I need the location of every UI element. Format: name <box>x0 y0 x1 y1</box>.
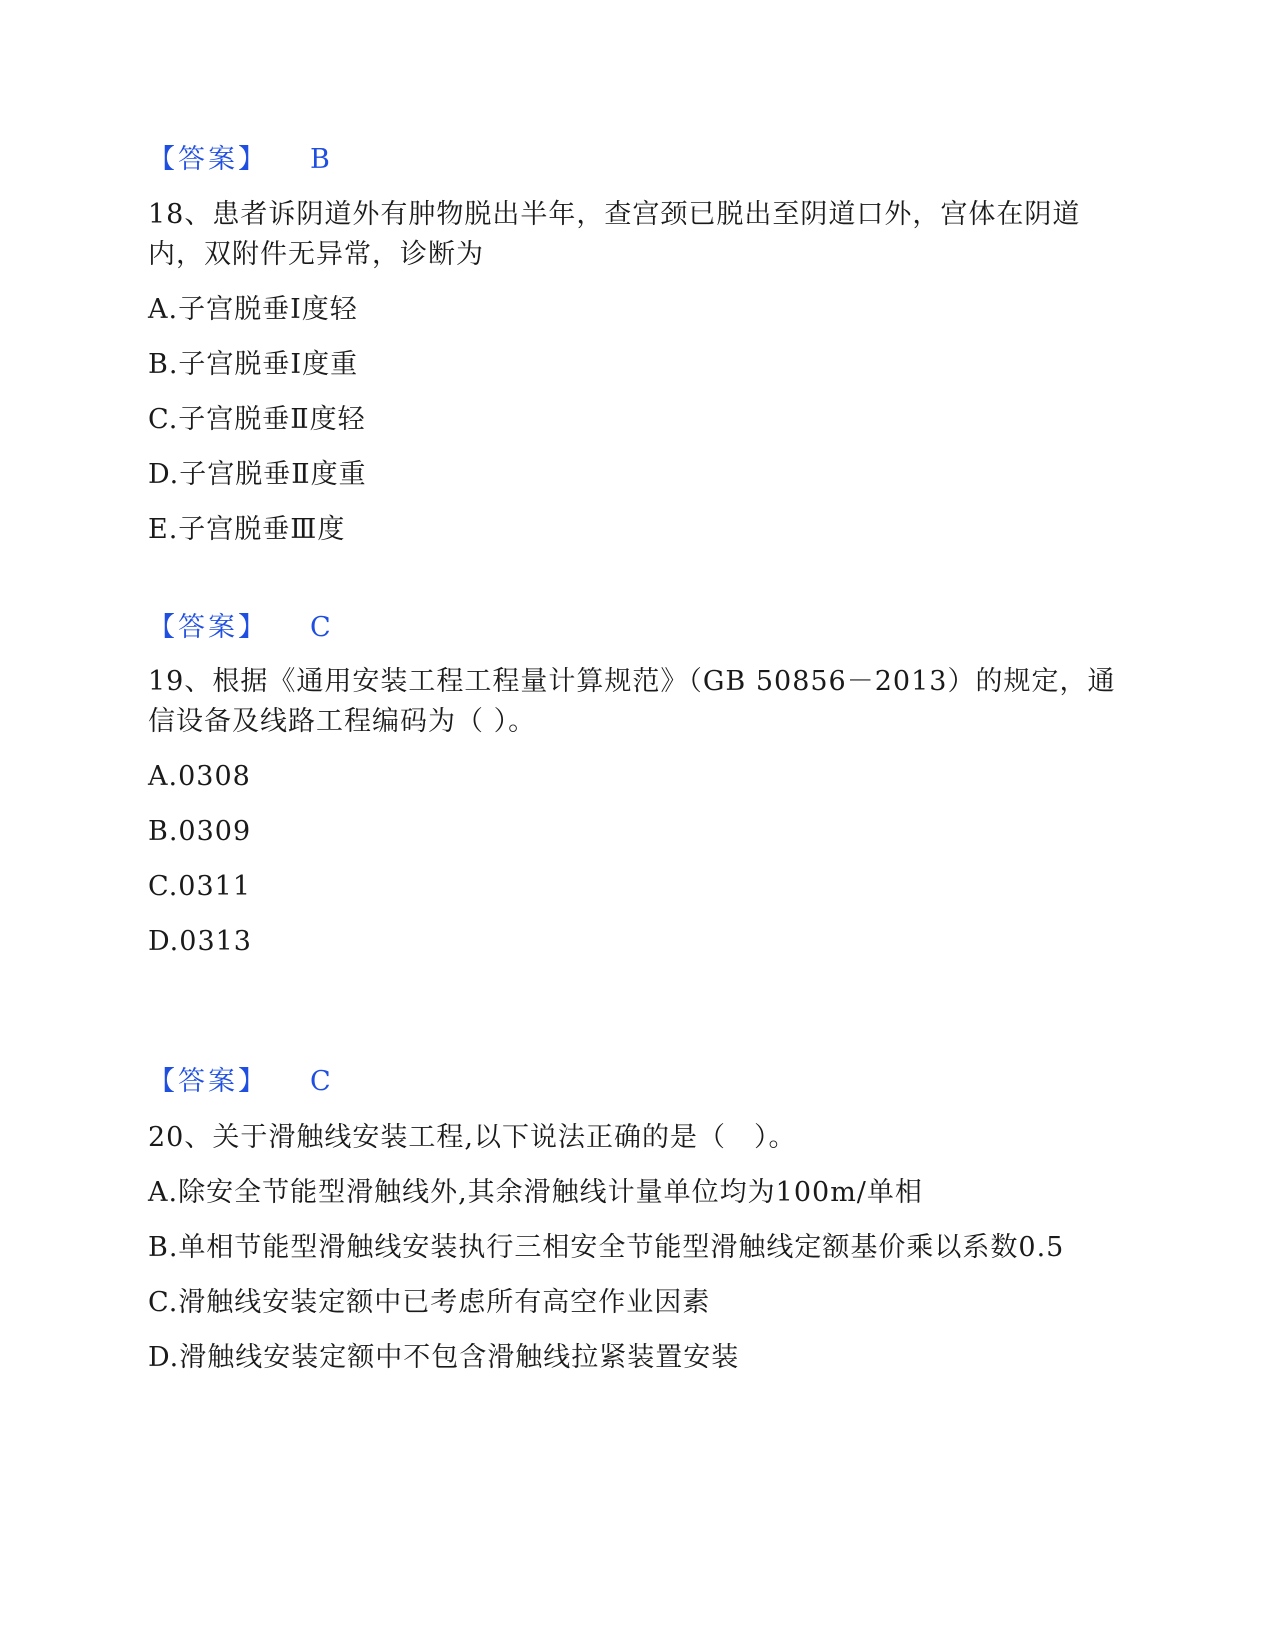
option-20-d: D.滑触线安装定额中不包含滑触线拉紧装置安装 <box>148 1342 740 1373</box>
answer-row <box>148 140 331 180</box>
option-19-a: A.0308 <box>148 761 251 792</box>
answer-label: 【答案】 <box>148 612 268 643</box>
option-19-b: B.0309 <box>148 816 252 847</box>
answer-row <box>148 1062 332 1102</box>
option-20-c: C.滑触线安装定额中已考虑所有高空作业因素 <box>148 1287 711 1318</box>
option-18-e: E.子宫脱垂Ⅲ度 <box>148 514 346 545</box>
option-18-c: C.子宫脱垂Ⅱ度轻 <box>148 404 366 435</box>
question-18-line-1: 18、患者诉阴道外有肿物脱出半年，查宫颈已脱出至阴道口外，宫体在阴道 <box>148 199 1081 230</box>
answer-value: C <box>310 612 332 643</box>
question-18-line-2: 内，双附件无异常，诊断为 <box>148 239 484 270</box>
answer-row <box>148 608 332 648</box>
option-20-b: B.单相节能型滑触线安装执行三相安全节能型滑触线定额基价乘以系数0.5 <box>148 1232 1065 1263</box>
answer-label: 【答案】 <box>148 144 268 175</box>
option-18-d: D.子宫脱垂Ⅱ度重 <box>148 459 367 490</box>
question-19-line-1: 19、根据《通用安装工程工程量计算规范》（GB 50856－2013）的规定，通 <box>148 666 1116 697</box>
option-18-b: B.子宫脱垂Ⅰ度重 <box>148 349 359 380</box>
option-20-a: A.除安全节能型滑触线外,其余滑触线计量单位均为100m/单相 <box>148 1177 923 1208</box>
answer-value: C <box>310 1066 332 1097</box>
answer-label: 【答案】 <box>148 1066 268 1097</box>
question-19-line-2: 信设备及线路工程编码为（ ）。 <box>148 706 537 737</box>
question-20-line-1: 20、关于滑触线安装工程,以下说法正确的是（ ）。 <box>148 1122 797 1153</box>
answer-value: B <box>310 144 331 175</box>
option-19-c: C.0311 <box>148 871 251 902</box>
option-19-d: D.0313 <box>148 926 252 957</box>
option-18-a: A.子宫脱垂Ⅰ度轻 <box>148 294 358 325</box>
